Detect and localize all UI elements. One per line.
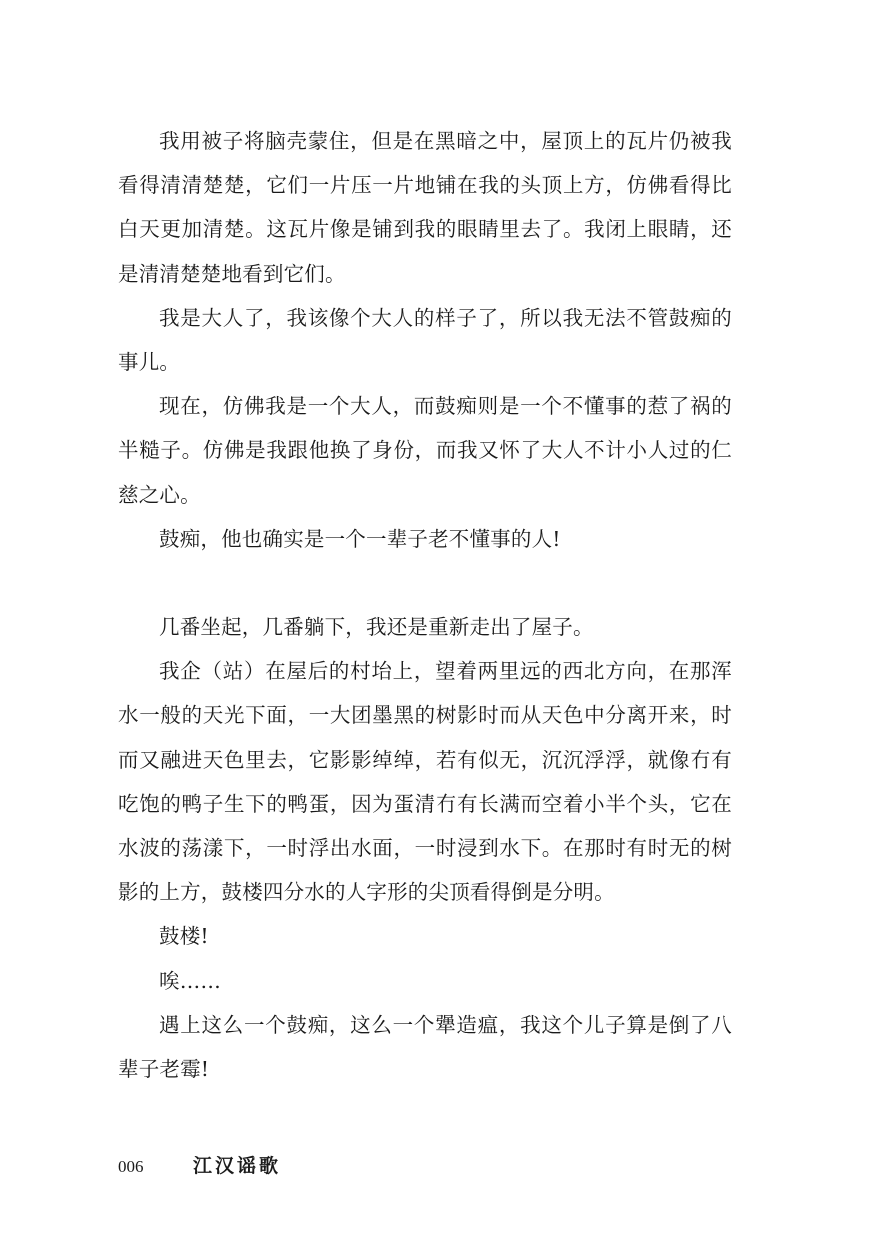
page-footer xyxy=(118,1151,281,1179)
page-body xyxy=(118,119,732,1091)
paragraph: 我是大人了，我该像个大人的样子了，所以我无法不管鼓痴的事儿。 xyxy=(118,305,732,375)
running-title: 江汉谣歌 xyxy=(193,1155,282,1177)
paragraph: 鼓楼! xyxy=(159,924,209,949)
paragraph: 几番坐起，几番躺下，我还是重新走出了屋子。 xyxy=(159,615,594,640)
paragraph: 遇上这么一个鼓痴，这么一个犟造瘟，我这个儿子算是倒了八辈子老霉! xyxy=(118,1012,732,1082)
section-break xyxy=(118,561,732,605)
page-number: 006 xyxy=(118,1157,144,1176)
paragraph: 唉…… xyxy=(159,968,222,993)
paragraph: 现在，仿佛我是一个大人，而鼓痴则是一个不懂事的惹了祸的半糙子。仿佛是我跟他换了身份，而我又怀了大人不计小人过的仁慈之心。 xyxy=(118,394,732,507)
paragraph: 我企（站）在屋后的村坮上，望着两里远的西北方向，在那浑水一般的天光下面，一大团墨黑的树影时而从天色中分离开来，时而又融进天色里去，它影影绰绰，若有似无，沉沉浮浮，就像冇有吃饱的鸭子生下的鸭蛋，因为蛋清冇有长满而空着小半个头，它在水波的荡漾下，一时浮出水面，一时浸到水下。在那时有时无的树影的上方，鼓楼四分水的人字形的尖顶看得倒是分明。 xyxy=(118,659,732,905)
paragraph: 鼓痴，他也确实是一个一辈子老不懂事的人! xyxy=(159,526,561,551)
paragraph: 我用被子将脑壳蒙住，但是在黑暗之中，屋顶上的瓦片仍被我看得清清楚楚，它们一片压一片地铺在我的头顶上方，仿佛看得比白天更加清楚。这瓦片像是铺到我的眼睛里去了。我闭上眼睛，还是清清楚楚地看到它们。 xyxy=(118,129,732,286)
